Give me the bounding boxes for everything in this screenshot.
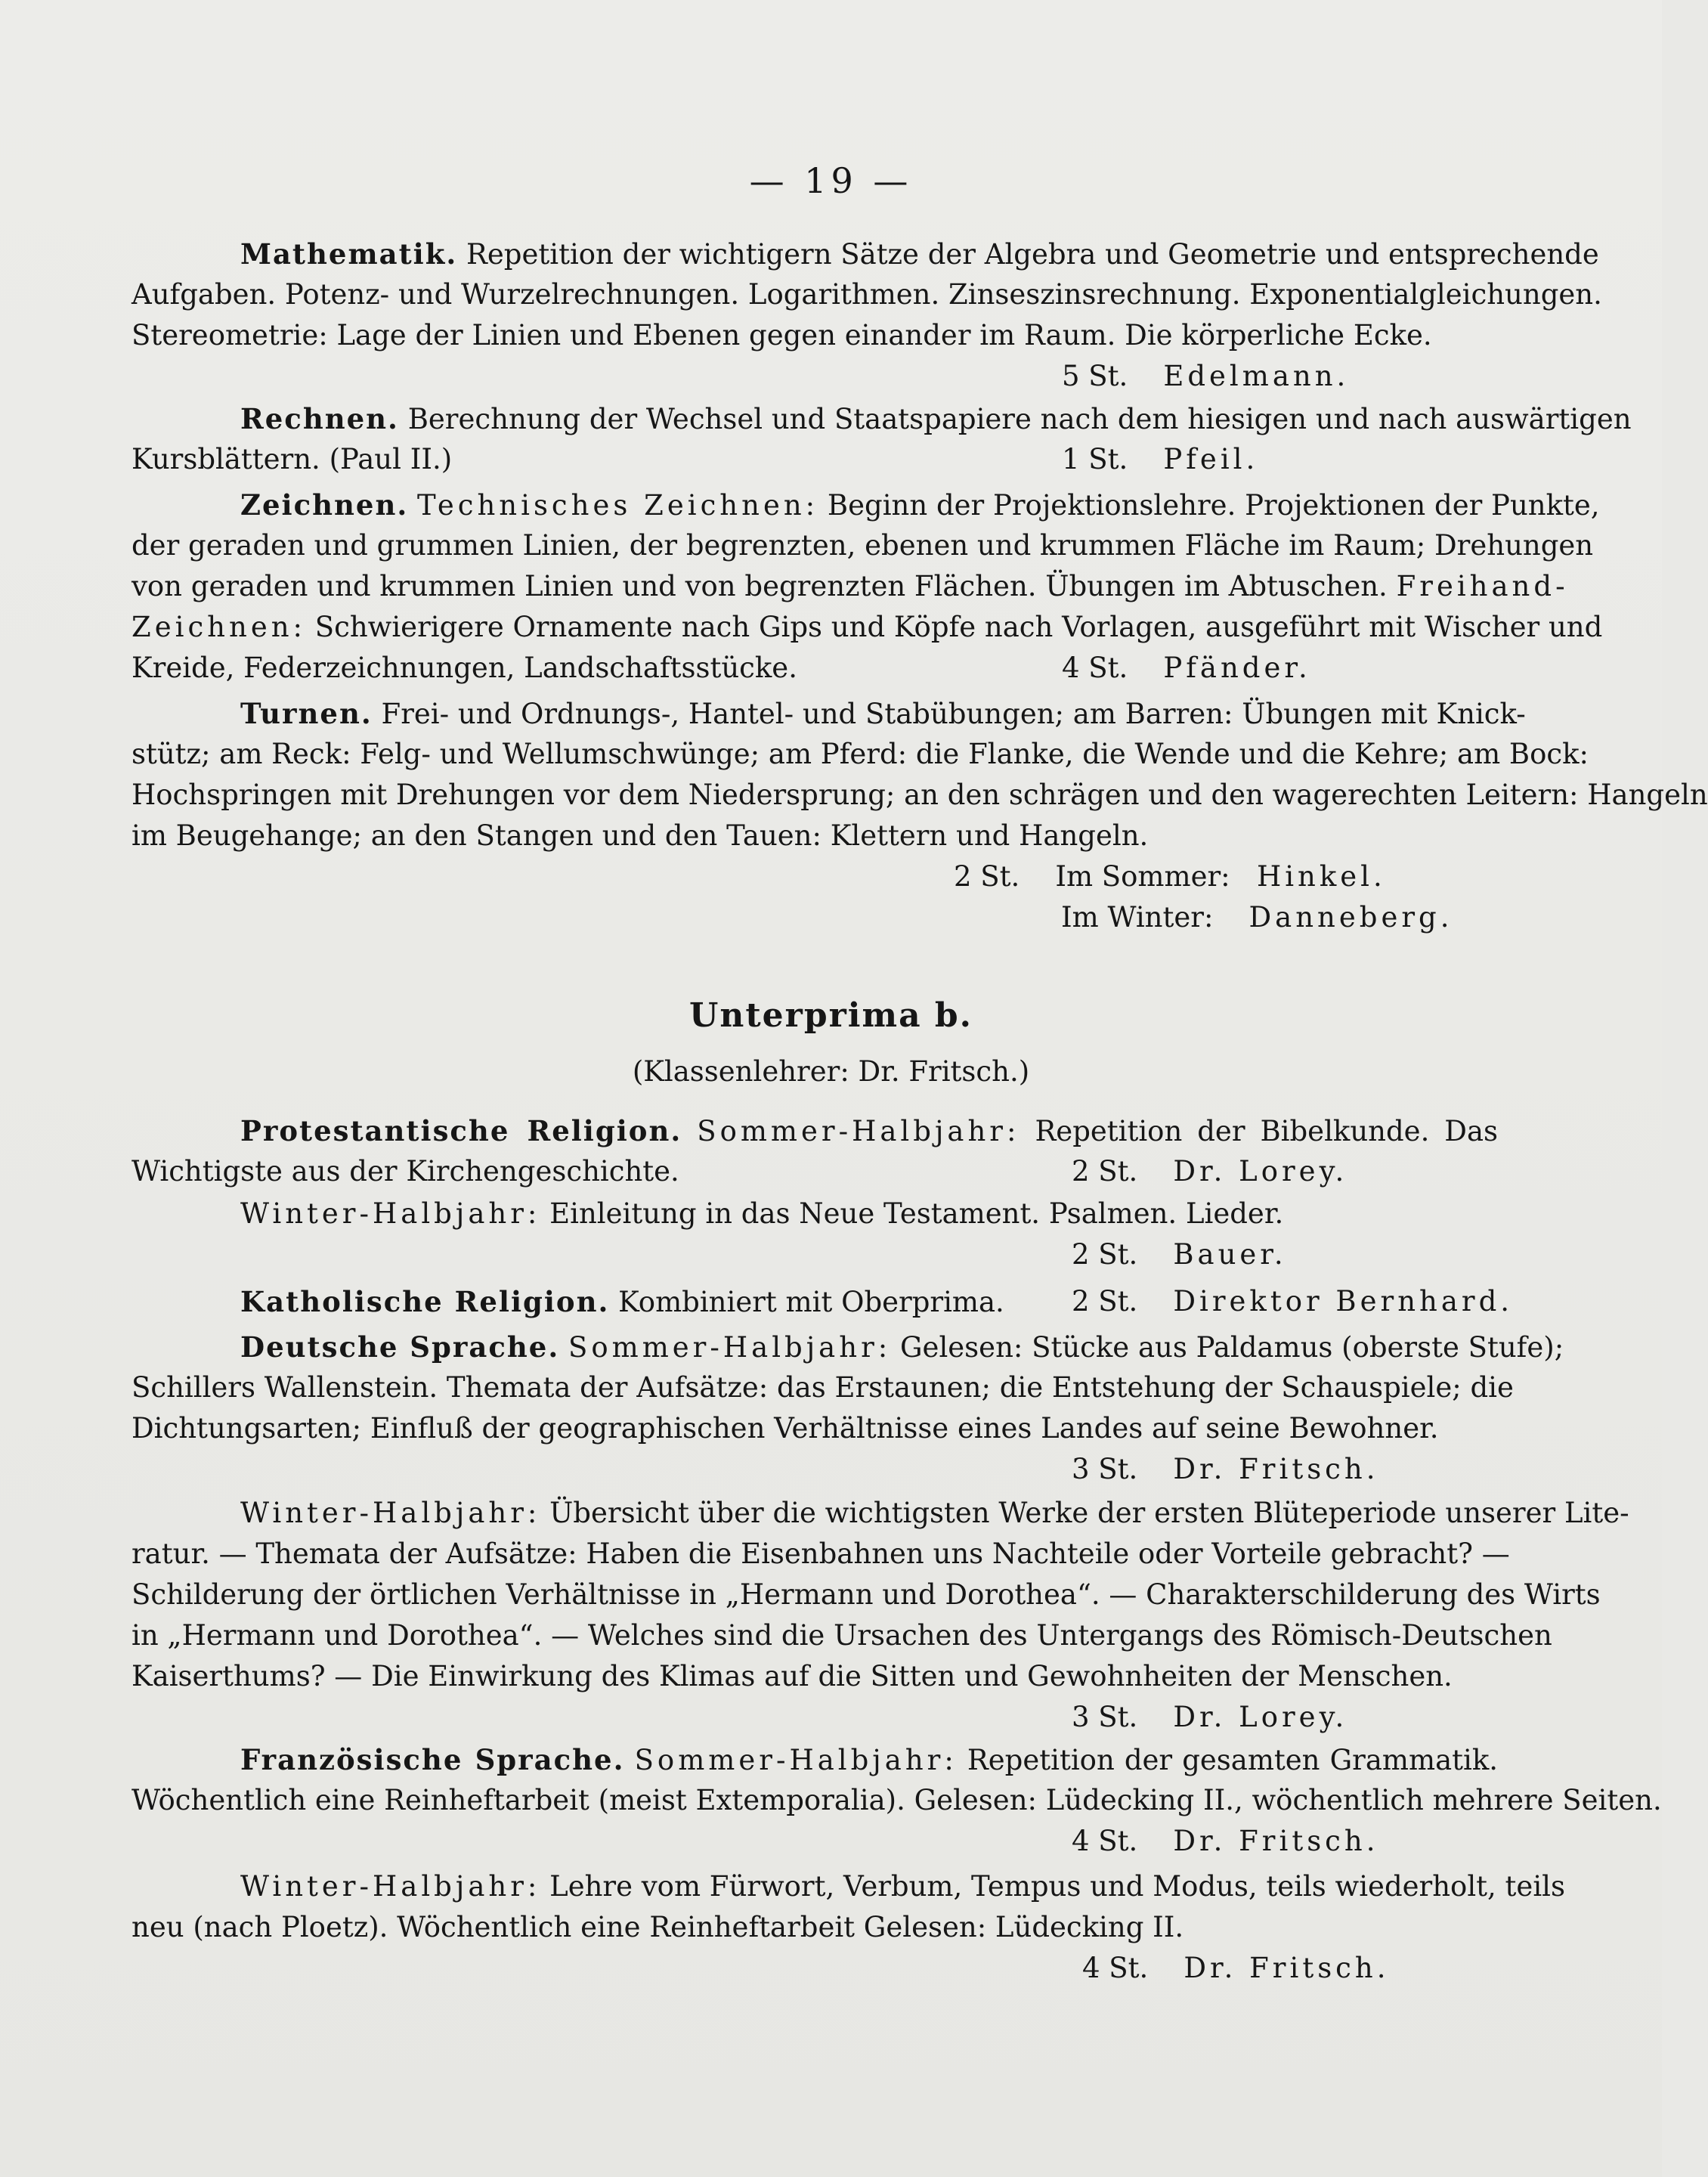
mathematik-title: Mathematik. xyxy=(240,237,458,271)
deutsch-line-3: Dichtungsarten; Einfluß der geographischen Verhältnisse eines Landes auf seine Bewohner. xyxy=(132,1412,1439,1445)
turnen-line-2: stütz; am Reck: Felg- und Wellumschwünge; am Pferd: die Flanke, die Wende und die Kehre; am Bock: xyxy=(132,738,1589,770)
deutsch-credit-1: 3 St. Dr. Fritsch. xyxy=(1072,1453,1379,1485)
deutsch-line-7: in „Hermann und Dorothea“. — Welches sind die Ursachen des Untergangs des Römisch-Deutschen xyxy=(132,1619,1552,1652)
teacher-name: Edelmann. xyxy=(1163,360,1350,392)
deutsch-line-2: Schillers Wallenstein. Themata der Aufsätze: das Erstaunen; die Entstehung der Schauspiele; die xyxy=(132,1371,1514,1404)
zeichnen-line-1: Zeichnen. Technisches Zeichnen: Beginn der Projektionslehre. Projektionen der Punkte, xyxy=(240,488,1600,522)
teacher-name: Direktor Bernhard. xyxy=(1173,1285,1514,1318)
mathematik-line-2: Aufgaben. Potenz- und Wurzelrechnungen. Logarithmen. Zinseszinsrechnung. Exponentialgleichungen. xyxy=(132,278,1602,311)
zeichnen-credit: 4 St. Pfänder. xyxy=(1062,652,1311,684)
franz-line-2: Wöchentlich eine Reinheftarbeit (meist Extemporalia). Gelesen: Lüdecking II., wöchentlich mehrere Seiten. xyxy=(132,1784,1662,1816)
kath-credit: 2 St. Direktor Bernhard. xyxy=(1072,1285,1514,1318)
mathematik-line-3: Stereometrie: Lage der Linien und Ebenen gegen einander im Raum. Die körperliche Ecke. xyxy=(132,319,1432,351)
franz-credit-2: 4 St. Dr. Fritsch. xyxy=(1082,1952,1390,1984)
teacher-name: Pfänder. xyxy=(1163,652,1311,684)
prot-line-1: Protestantische Religion. Sommer-Halbjahr: Repetition der Bibelkunde. Das xyxy=(240,1114,1499,1147)
deutsch-line-6: Schilderung der örtlichen Verhältnisse in „Hermann und Dorothea“. — Charakterschilderung des Wirts xyxy=(132,1578,1601,1611)
mathematik-line-1: Mathematik. Repetition der wichtigern Sätze der Algebra und Geometrie und entsprechende xyxy=(240,237,1599,271)
turnen-line-4: im Beugehange; an den Stangen und den Tauen: Klettern und Hangeln. xyxy=(132,819,1149,852)
teacher-name: Danneberg. xyxy=(1249,901,1453,934)
deutsch-credit-2: 3 St. Dr. Lorey. xyxy=(1072,1701,1348,1733)
franz-credit-1: 4 St. Dr. Fritsch. xyxy=(1072,1825,1379,1857)
rechnen-line-1: Rechnen. Berechnung der Wechsel und Staatspapiere nach dem hiesigen und nach auswärtigen xyxy=(240,402,1632,435)
deutsch-line-4: Winter-Halbjahr: Übersicht über die wichtigsten Werke der ersten Blüteperiode unserer Lite- xyxy=(240,1497,1629,1529)
teacher-name: Dr. Lorey. xyxy=(1173,1155,1348,1188)
turnen-line-3: Hochspringen mit Drehungen vor dem Niedersprung; an den schrägen und den wagerechten Leitern: Hangeln xyxy=(132,779,1708,811)
prot-credit-1: 2 St. Dr. Lorey. xyxy=(1072,1155,1348,1188)
franz-line-4: neu (nach Ploetz). Wöchentlich eine Reinheftarbeit Gelesen: Lüdecking II. xyxy=(132,1911,1184,1943)
deutsch-line-1: Deutsche Sprache. Sommer-Halbjahr: Gelesen: Stücke aus Paldamus (oberste Stufe); xyxy=(240,1330,1564,1364)
zeichnen-line-3: von geraden und krummen Linien und von begrenzten Flächen. Übungen im Abtuschen. Freihand- xyxy=(132,570,1569,602)
turnen-credit-summer: 2 St. Im Sommer: Hinkel. xyxy=(954,860,1386,893)
zeichnen-line-5: Kreide, Federzeichnungen, Landschaftsstücke. xyxy=(132,652,797,684)
teacher-name: Dr. Lorey. xyxy=(1173,1701,1348,1733)
deutsch-line-5: ratur. — Themata der Aufsätze: Haben die Eisenbahnen uns Nachteile oder Vorteile gebracht? — xyxy=(132,1538,1510,1570)
zeichnen-line-4: Zeichnen: Schwierigere Ornamente nach Gips und Köpfe nach Vorlagen, ausgeführt mit Wischer und xyxy=(132,611,1603,643)
teacher-name: Bauer. xyxy=(1173,1238,1287,1271)
prot-line-3: Winter-Halbjahr: Einleitung in das Neue Testament. Psalmen. Lieder. xyxy=(240,1197,1284,1230)
class-subheading: (Klassenlehrer: Dr. Fritsch.) xyxy=(632,1055,1030,1088)
deutsch-title: Deutsche Sprache. xyxy=(240,1330,560,1364)
zeichnen-title: Zeichnen. xyxy=(240,488,409,522)
franz-line-3: Winter-Halbjahr: Lehre vom Fürwort, Verbum, Tempus und Modus, teils wiederholt, teils xyxy=(240,1870,1565,1903)
class-heading: Unterprima b. xyxy=(689,996,973,1035)
franz-line-1: Französische Sprache. Sommer-Halbjahr: Repetition der gesamten Grammatik. xyxy=(240,1743,1499,1776)
kath-title: Katholische Religion. xyxy=(240,1285,610,1318)
teacher-name: Dr. Fritsch. xyxy=(1173,1453,1379,1485)
teacher-name: Pfeil. xyxy=(1163,443,1259,475)
teacher-name: Hinkel. xyxy=(1256,860,1386,893)
mathematik-credit: 5 St. Edelmann. xyxy=(1062,360,1350,392)
turnen-line-1: Turnen. Frei- und Ordnungs-, Hantel- und Stabübungen; am Barren: Übungen mit Knick- xyxy=(240,697,1526,730)
teacher-name: Dr. Fritsch. xyxy=(1173,1825,1379,1857)
rechnen-line-2: Kursblättern. (Paul II.) xyxy=(132,443,453,475)
rechnen-credit: 1 St. Pfeil. xyxy=(1062,443,1259,475)
turnen-credit-winter: Im Winter: Danneberg. xyxy=(1061,901,1453,934)
deutsch-line-8: Kaiserthums? — Die Einwirkung des Klimas auf die Sitten und Gewohnheiten der Menschen. xyxy=(132,1660,1453,1692)
rechnen-title: Rechnen. xyxy=(240,402,399,435)
prot-line-2: Wichtigste aus der Kirchengeschichte. xyxy=(132,1155,679,1188)
teacher-name: Dr. Fritsch. xyxy=(1184,1952,1390,1984)
franz-title: Französische Sprache. xyxy=(240,1743,625,1776)
page-number: — 19 — xyxy=(749,160,913,201)
zeichnen-line-2: der geraden und grummen Linien, der begrenzten, ebenen und krummen Fläche im Raum; Drehungen xyxy=(132,529,1594,562)
kath-line: Katholische Religion. Kombiniert mit Oberprima. xyxy=(240,1285,1004,1318)
prot-credit-2: 2 St. Bauer. xyxy=(1072,1238,1287,1271)
prot-title: Protestantische Religion. xyxy=(240,1114,682,1147)
turnen-title: Turnen. xyxy=(240,697,373,730)
